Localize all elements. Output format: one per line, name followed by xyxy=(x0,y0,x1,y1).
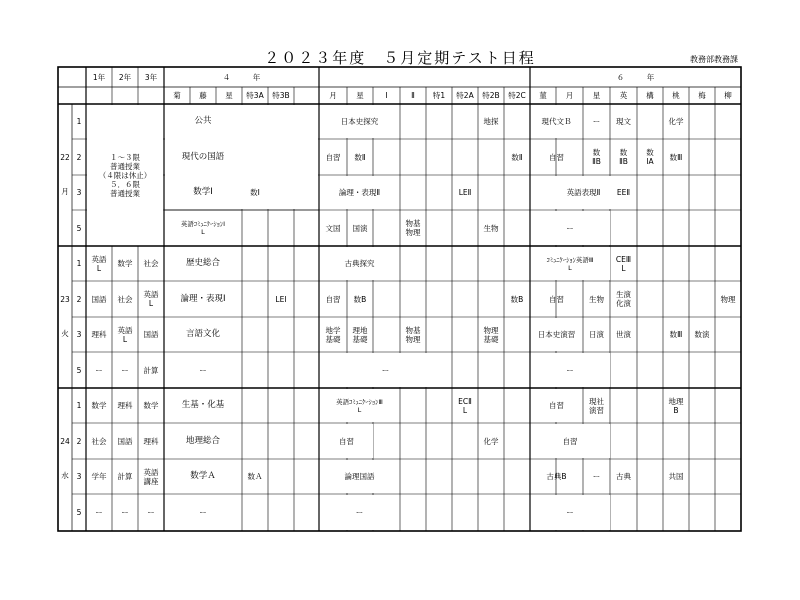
grade-3-header: 3年 xyxy=(144,72,158,82)
subject-cell: LEⅡ xyxy=(458,188,472,197)
subject-cell: 社会 xyxy=(143,259,159,268)
class-header: 星 xyxy=(592,91,601,100)
subject-cell: 古典B xyxy=(546,472,567,481)
period-number: 3 xyxy=(76,472,82,481)
subject-cell: 生基・化基 xyxy=(181,400,225,410)
class-header: Ⅰ xyxy=(385,91,388,100)
class-header: 菫 xyxy=(539,91,547,100)
subject-cell: 国語 xyxy=(143,330,159,339)
subject-cell: 論理・表現Ⅱ xyxy=(338,188,381,197)
period-number: 5 xyxy=(76,508,82,517)
subject-cell: 日本史演習 xyxy=(537,330,576,339)
class-header: 特2A xyxy=(456,91,474,100)
subject-cell: 数学 xyxy=(143,401,159,410)
subject-cell: 地理総合 xyxy=(185,435,220,446)
subject-cell: 数B xyxy=(353,294,367,304)
subject-cell: 計算 xyxy=(117,472,133,481)
subject-cell: 学年 xyxy=(91,472,107,481)
period-number: 2 xyxy=(76,152,82,162)
subject-cell: 日演 xyxy=(589,330,604,339)
class-header: 特2B xyxy=(482,91,500,100)
subject-cell: 理科 xyxy=(143,436,159,446)
subject-cell: 現文 xyxy=(616,117,631,126)
subject-cell: 言語文化 xyxy=(185,329,220,339)
subject-cell: ー xyxy=(95,365,103,375)
day-date: 22 xyxy=(60,152,70,162)
grade-2-header: 2年 xyxy=(118,72,132,82)
subject-cell: ー xyxy=(199,508,207,517)
class-header: 構 xyxy=(646,91,654,100)
class-header: 月 xyxy=(329,91,337,100)
subject-cell: EEⅡ xyxy=(616,188,631,197)
subject-cell: 自習 xyxy=(339,436,354,446)
period-number: 5 xyxy=(76,223,82,233)
class-header: 英 xyxy=(619,91,628,100)
subject-cell: 社会 xyxy=(117,294,133,304)
grade-6-header: ６ 年 xyxy=(616,72,655,82)
class-header: 特1 xyxy=(432,91,446,100)
subject-cell: 生物 xyxy=(589,294,604,304)
subject-cell: 数Ⅲ xyxy=(669,152,683,162)
subject-cell: 国語 xyxy=(117,436,133,446)
grade-4-header: ４ 年 xyxy=(222,72,261,82)
subject-cell: 生物 xyxy=(483,223,499,233)
subject-cell: 物基 物理 xyxy=(405,325,421,344)
regular-class-note: １～３限 普通授業 （４限は休止） ５．６限 普通授業 xyxy=(98,152,152,198)
subject-cell: 数演 xyxy=(694,330,710,339)
subject-cell: 化学 xyxy=(483,436,499,446)
subject-cell: 自習 xyxy=(325,152,341,162)
subject-cell: 社会 xyxy=(91,436,107,446)
subject-cell: ー xyxy=(355,508,364,517)
subject-cell: 数学Ａ xyxy=(190,471,216,481)
department-label: 教務部教務課 xyxy=(690,55,738,64)
subject-cell: 数Ⅰ xyxy=(250,188,260,197)
subject-cell: ー xyxy=(566,365,574,375)
subject-cell: CEⅢ L xyxy=(615,254,632,273)
period-number: 3 xyxy=(76,330,82,339)
subject-cell: 自習 xyxy=(549,401,564,410)
subject-cell: 生演 化演 xyxy=(616,290,631,308)
class-header: 梅 xyxy=(698,91,706,100)
day-weekday: 火 xyxy=(61,328,69,338)
subject-cell: ー xyxy=(199,365,207,375)
subject-cell: 自習 xyxy=(325,294,341,304)
subject-cell: 公共 xyxy=(194,116,212,126)
period-number: 1 xyxy=(76,259,82,268)
subject-cell: ー xyxy=(147,508,155,517)
class-header: 柳 xyxy=(724,91,732,100)
subject-cell: 英語ｺﾐｭﾆｹｰｼｮﾝⅢ L xyxy=(336,397,383,414)
subject-cell: 数Ａ xyxy=(247,472,263,481)
subject-cell: 文国 xyxy=(325,223,341,233)
class-header: 桃 xyxy=(672,91,680,100)
subject-cell: 計算 xyxy=(143,365,159,375)
day-date: 23 xyxy=(60,294,70,304)
class-header: 月 xyxy=(565,91,574,100)
page-title: ２０２３年度 ５月定期テスト日程 xyxy=(264,49,536,67)
subject-cell: 英語ｺﾐｭﾆｹｰｼｮﾝⅠ L xyxy=(180,220,226,236)
subject-cell: 数学 xyxy=(91,401,107,410)
subject-cell: 現代の国語 xyxy=(181,151,225,162)
subject-cell: 英語 L xyxy=(143,290,159,308)
subject-cell: 物理 xyxy=(720,294,736,304)
subject-cell: 歴史総合 xyxy=(185,258,220,268)
subject-cell: 現社 演習 xyxy=(589,396,604,415)
subject-cell: ー xyxy=(121,508,129,517)
period-number: 1 xyxy=(76,117,82,126)
subject-cell: 古典探究 xyxy=(344,259,375,268)
subject-cell: 数 ⅡB xyxy=(619,148,628,166)
subject-cell: 地探 xyxy=(483,117,499,126)
subject-cell: 数Ⅱ xyxy=(354,152,366,162)
subject-cell: ECⅡ L xyxy=(458,396,472,415)
subject-cell: ー xyxy=(95,508,103,517)
subject-cell: ー xyxy=(592,472,601,481)
period-number: 3 xyxy=(76,188,82,197)
class-header: 星 xyxy=(356,91,364,100)
subject-cell: 論理国語 xyxy=(344,472,375,481)
subject-cell: 論理・表現Ⅰ xyxy=(180,293,226,304)
subject-cell: ー xyxy=(121,365,129,375)
subject-cell: 地理 B xyxy=(668,396,684,415)
subject-cell: ー xyxy=(381,365,390,375)
grade-1-header: 1年 xyxy=(92,72,106,82)
class-header: 星 xyxy=(225,91,233,100)
day-weekday: 水 xyxy=(61,470,69,480)
subject-cell: 英語 講座 xyxy=(143,467,159,486)
subject-cell: 地学 基礎 xyxy=(325,325,341,344)
subject-cell: 国語 xyxy=(91,294,107,304)
class-header: 特3B xyxy=(272,91,290,100)
subject-cell: 国演 xyxy=(352,223,368,233)
class-header: 特2C xyxy=(508,91,526,100)
subject-cell: 化学 xyxy=(668,117,684,126)
subject-cell: 物基 物理 xyxy=(405,219,421,237)
subject-cell: ｺﾐｭﾆｹｰｼｮﾝ英語Ⅲ L xyxy=(546,255,594,272)
period-number: 5 xyxy=(76,365,82,375)
subject-cell: 英語 L xyxy=(117,325,133,344)
subject-cell: 日本史探究 xyxy=(340,117,379,126)
period-number: 2 xyxy=(76,436,82,446)
class-header: Ⅱ xyxy=(411,91,415,100)
subject-cell: 英語 L xyxy=(91,254,107,273)
period-number: 2 xyxy=(76,294,82,304)
subject-cell: 英語表現Ⅱ xyxy=(566,188,601,197)
subject-cell: 物理 基礎 xyxy=(483,325,499,344)
subject-cell: 理科 xyxy=(91,330,107,339)
subject-cell: 自習 xyxy=(549,152,564,162)
period-number: 1 xyxy=(76,401,82,410)
subject-cell: 数 ⅠA xyxy=(646,148,654,166)
subject-cell: LEⅠ xyxy=(275,294,287,304)
subject-cell: 世演 xyxy=(616,330,631,339)
day-date: 24 xyxy=(60,436,70,446)
subject-cell: 数B xyxy=(510,294,524,304)
subject-cell: 理科 xyxy=(117,401,133,410)
subject-cell: 数学 xyxy=(117,259,133,268)
subject-cell: 理地 基礎 xyxy=(352,325,368,344)
subject-cell: 数学Ⅰ xyxy=(193,187,213,197)
class-header: 菊 xyxy=(173,91,181,100)
subject-cell: 古典 xyxy=(616,472,631,481)
subject-cell: 共国 xyxy=(668,472,684,481)
class-header: 藤 xyxy=(199,91,207,100)
class-header: 特3A xyxy=(246,91,264,100)
subject-cell: 自習 xyxy=(562,436,578,446)
subject-cell: 現代文Ｂ xyxy=(541,117,572,126)
day-weekday: 月 xyxy=(61,186,69,196)
subject-cell: 数Ⅲ xyxy=(669,330,683,339)
subject-cell: ー xyxy=(592,117,601,126)
subject-cell: 数Ⅱ xyxy=(511,152,523,162)
subject-cell: 数 ⅡB xyxy=(592,148,601,166)
subject-cell: ー xyxy=(566,223,574,233)
subject-cell: ー xyxy=(566,508,574,517)
subject-cell: 自習 xyxy=(549,294,564,304)
